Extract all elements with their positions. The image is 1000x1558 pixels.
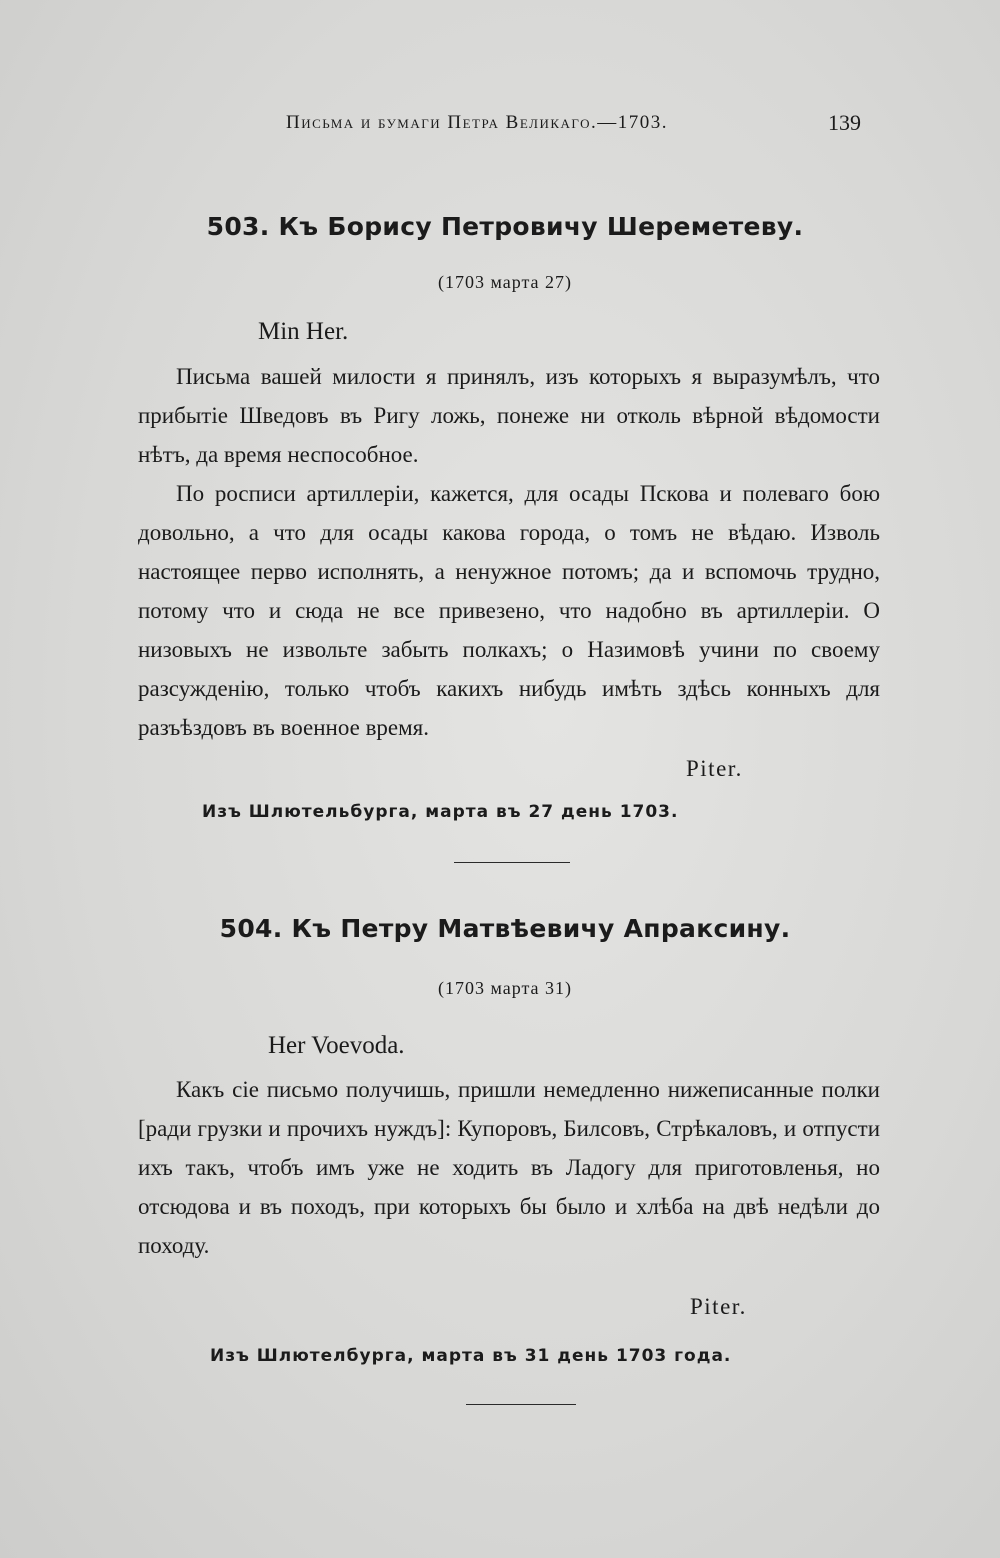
page-number: 139 <box>828 110 861 135</box>
letter-503-origin: Изъ Шлютельбурга, марта въ 27 день 1703. <box>202 802 679 822</box>
letter-504-title: 504. Къ Петру Матвѣевичу Апраксину. <box>219 914 791 943</box>
letter-504-origin: Изъ Шлютелбурга, марта въ 31 день 1703 года. <box>210 1346 732 1366</box>
letter-503-title: 503. Къ Борису Петровичу Шереметеву. <box>206 212 804 241</box>
letter-504-date: (1703 марта 31) <box>437 978 573 998</box>
section-divider <box>466 1404 576 1405</box>
running-header: Письма и бумаги Петра Великаго.—1703. <box>286 112 668 133</box>
letter-503-salutation: Min Her. <box>258 318 349 345</box>
letter-503-paragraph-1: Письма вашей милости я принялъ, изъ которыхъ я выразумѣлъ, что прибытіе Шведовъ въ Ригу ложь, понеже ни отколь вѣрной вѣдомости нѣтъ, да время неспособное. <box>138 364 880 467</box>
letter-504-salutation: Her Voevoda. <box>268 1032 405 1059</box>
section-divider <box>454 862 570 863</box>
letter-504-paragraph-1: Какъ сіе письмо получишь, пришли немедленно нижеписанные полки [ради грузки и прочихъ нуждъ]: Купоровъ, Билсовъ, Стрѣкаловъ, и отпусти ихъ такъ, чтобъ имъ уже не ходить въ Ладогу для приготовленья, но отсюдова и въ походъ, при которыхъ бы было и хлѣба на двѣ недѣли до походу. <box>138 1077 880 1258</box>
letter-503-paragraph-2: По росписи артиллеріи, кажется, для осады Пскова и полеваго бою довольно, а что для осады какова города, о томъ не вѣдаю. Изволь настоящее перво исполнять, а ненужное потомъ; да и вспомочь трудно, потому что и сюда не все привезено, что надобно въ артиллеріи. О низовыхъ не извольте забыть полкахъ; о Назимовѣ учини по своему разсужденію, только чтобъ какихъ нибудь имѣть здѣсь конныхъ для разъѣздовъ въ военное время. <box>138 481 880 740</box>
letter-504-signature: Piter. <box>690 1294 747 1319</box>
letter-503-date: (1703 марта 27) <box>437 272 573 292</box>
letter-503-signature: Piter. <box>686 756 743 781</box>
